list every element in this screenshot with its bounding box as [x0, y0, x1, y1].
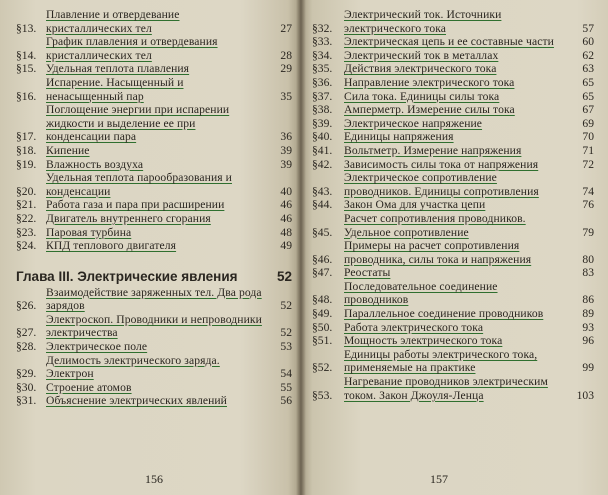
- toc-entry[interactable]: [16, 35, 292, 62]
- toc-entry[interactable]: [312, 239, 594, 266]
- section-page: 83: [582, 266, 594, 280]
- section-number: §13.: [16, 21, 37, 35]
- section-page: 40: [280, 184, 292, 198]
- section-number: §30.: [16, 380, 37, 394]
- toc-entry[interactable]: [16, 239, 292, 253]
- section-number: §44.: [312, 198, 333, 212]
- toc-entry[interactable]: [312, 49, 594, 63]
- toc-entry[interactable]: [16, 226, 292, 240]
- section-page: 62: [582, 48, 594, 62]
- section-page: 70: [582, 130, 594, 144]
- toc-entry[interactable]: [312, 158, 594, 172]
- section-number: §29.: [16, 367, 37, 381]
- section-title: Работа газа и пара при расширении: [46, 198, 225, 212]
- section-number: §49.: [312, 307, 333, 321]
- toc-entry[interactable]: [16, 62, 292, 76]
- section-page: 89: [582, 307, 594, 321]
- section-number: §21.: [16, 198, 37, 212]
- page-number-right: 157: [430, 472, 448, 486]
- toc-entry[interactable]: [312, 144, 594, 158]
- section-page: 35: [280, 89, 292, 103]
- toc-entry[interactable]: [312, 103, 594, 117]
- section-title: Электрическое напряжение: [344, 116, 483, 130]
- section-title: Электрический ток. Источники электрического тока: [344, 8, 502, 35]
- section-title: Объяснение электрических явлений: [46, 394, 227, 408]
- toc-entry[interactable]: [16, 76, 292, 103]
- section-page: 96: [582, 334, 594, 348]
- section-number: §45.: [312, 225, 333, 239]
- section-page: 52: [280, 299, 292, 313]
- section-number: §34.: [312, 48, 333, 62]
- toc-entry[interactable]: [312, 198, 594, 212]
- section-page: 54: [280, 367, 292, 381]
- section-title: Электрическая цепь и ее составные части: [344, 35, 554, 49]
- section-number: §22.: [16, 211, 37, 225]
- section-page: 80: [582, 252, 594, 266]
- section-title: Единицы работы электрического тока, применяемые на практике: [344, 347, 538, 375]
- toc-entry[interactable]: [16, 381, 292, 395]
- section-page: 79: [582, 225, 594, 239]
- toc-list-left-bottom: [16, 286, 292, 408]
- section-number: §47.: [312, 266, 333, 280]
- section-title: Примеры на расчет сопротивления проводника, силы тока и напряжения: [344, 239, 532, 266]
- toc-entry[interactable]: [312, 62, 594, 76]
- section-title: Расчет сопротивления проводников. Удельное сопротивление: [344, 211, 526, 239]
- toc-entry[interactable]: [312, 90, 594, 104]
- right-page: [300, 0, 608, 495]
- section-page: 39: [280, 143, 292, 157]
- toc-entry[interactable]: [312, 76, 594, 90]
- section-number: §35.: [312, 62, 333, 76]
- section-number: §24.: [16, 239, 37, 253]
- section-number: §31.: [16, 394, 37, 408]
- section-page: 65: [582, 89, 594, 103]
- toc-entry[interactable]: [16, 103, 292, 144]
- section-title: КПД теплового двигателя: [46, 239, 177, 253]
- section-title: Реостаты: [344, 266, 391, 280]
- section-page: 103: [576, 388, 594, 402]
- section-page: 67: [582, 103, 594, 117]
- section-title: График плавления и отвердевания кристаллических тел: [46, 35, 218, 62]
- section-title: Испарение. Насыщенный и ненасыщенный пар: [46, 75, 184, 103]
- section-number: §52.: [312, 361, 333, 375]
- section-page: 36: [280, 130, 292, 144]
- section-page: 46: [280, 211, 292, 225]
- section-page: 55: [280, 380, 292, 394]
- section-page: 69: [582, 116, 594, 130]
- section-title: Мощность электрического тока: [344, 334, 503, 348]
- section-title: Направление электрического тока: [344, 75, 515, 89]
- chapter-title: Глава III. Электрические явления: [16, 268, 238, 284]
- section-number: §18.: [16, 143, 37, 157]
- section-number: §28.: [16, 340, 37, 354]
- section-page: 27: [280, 21, 292, 35]
- section-title: Электроскоп. Проводники и непроводники электричества: [46, 312, 262, 340]
- toc-list-left-top: [16, 8, 292, 253]
- toc-entry[interactable]: [16, 171, 292, 198]
- section-number: §14.: [16, 48, 37, 62]
- toc-entry[interactable]: [16, 313, 292, 340]
- toc-entry[interactable]: [312, 375, 594, 402]
- section-number: §53.: [312, 388, 333, 402]
- section-number: §27.: [16, 326, 37, 340]
- section-number: §48.: [312, 293, 333, 307]
- toc-entry[interactable]: [312, 321, 594, 335]
- section-title: Взаимодействие заряженных тел. Два рода зарядов: [46, 285, 262, 313]
- section-number: §50.: [312, 320, 333, 334]
- toc-entry[interactable]: [16, 144, 292, 158]
- section-page: 52: [280, 326, 292, 340]
- toc-entry[interactable]: [16, 198, 292, 212]
- chapter-heading[interactable]: [16, 269, 292, 284]
- toc-entry[interactable]: [312, 348, 594, 375]
- section-title: Делимость электрического заряда. Электрон: [46, 353, 220, 381]
- section-page: 56: [280, 394, 292, 408]
- section-title: Нагревание проводников электрическим током. Закон Джоуля-Ленца: [344, 375, 548, 402]
- section-title: Влажность воздуха: [46, 157, 144, 171]
- toc-entry[interactable]: [312, 8, 594, 35]
- toc-entry[interactable]: [312, 280, 594, 307]
- section-page: 28: [280, 48, 292, 62]
- section-page: 76: [582, 198, 594, 212]
- section-title: Удельная теплота плавления: [46, 62, 190, 76]
- section-number: §20.: [16, 184, 37, 198]
- section-number: §42.: [312, 157, 333, 171]
- section-title: Последовательное соединение проводников: [344, 279, 498, 307]
- section-page: 46: [280, 198, 292, 212]
- section-number: §32.: [312, 21, 333, 35]
- toc-entry[interactable]: [16, 158, 292, 172]
- section-title: Кипение: [46, 143, 90, 157]
- section-page: 49: [280, 239, 292, 253]
- section-number: §40.: [312, 130, 333, 144]
- section-title: Поглощение энергии при испарении жидкости и выделение ее при конденсации пара: [46, 103, 230, 144]
- left-page: [0, 0, 300, 495]
- section-page: 71: [582, 143, 594, 157]
- section-page: 63: [582, 62, 594, 76]
- section-title: Зависимость силы тока от напряжения: [344, 157, 539, 171]
- toc-list-right: [312, 8, 594, 402]
- section-number: §15.: [16, 62, 37, 76]
- section-number: §41.: [312, 143, 333, 157]
- toc-entry[interactable]: [312, 212, 594, 239]
- section-number: §26.: [16, 299, 37, 313]
- section-page: 93: [582, 320, 594, 334]
- toc-entry[interactable]: [16, 8, 292, 35]
- toc-entry[interactable]: [312, 307, 594, 321]
- section-title: Двигатель внутреннего сгорания: [46, 211, 211, 225]
- section-page: 29: [280, 62, 292, 76]
- toc-entry[interactable]: [16, 394, 292, 408]
- section-number: §43.: [312, 184, 333, 198]
- section-number: §46.: [312, 252, 333, 266]
- section-title: Сила тока. Единицы силы тока: [344, 89, 500, 103]
- section-number: §36.: [312, 75, 333, 89]
- toc-entry[interactable]: [16, 286, 292, 313]
- section-page: 86: [582, 293, 594, 307]
- section-page: 57: [582, 21, 594, 35]
- section-number: §17.: [16, 130, 37, 144]
- toc-entry[interactable]: [312, 171, 594, 198]
- section-title: Строение атомов: [46, 380, 132, 394]
- toc-entry[interactable]: [312, 130, 594, 144]
- toc-entry[interactable]: [312, 334, 594, 348]
- section-number: §33.: [312, 35, 333, 49]
- section-title: Плавление и отвердевание кристаллических тел: [46, 8, 180, 35]
- page-number-left: 156: [145, 472, 163, 486]
- section-title: Вольтметр. Измерение напряжения: [344, 143, 522, 157]
- toc-entry[interactable]: [312, 117, 594, 131]
- section-page: 99: [582, 361, 594, 375]
- section-title: Электрический ток в металлах: [344, 48, 499, 62]
- section-page: 53: [280, 340, 292, 354]
- section-title: Амперметр. Измерение силы тока: [344, 103, 515, 117]
- section-number: §38.: [312, 103, 333, 117]
- section-number: §23.: [16, 225, 37, 239]
- section-title: Действия электрического тока: [344, 62, 497, 76]
- section-number: §39.: [312, 116, 333, 130]
- toc-entry[interactable]: [16, 212, 292, 226]
- section-title: Электрическое поле: [46, 340, 148, 354]
- section-number: §19.: [16, 157, 37, 171]
- section-number: §51.: [312, 334, 333, 348]
- chapter-page: 52: [276, 268, 292, 284]
- section-title: Закон Ома для участка цепи: [344, 198, 486, 212]
- section-page: 39: [280, 157, 292, 171]
- section-title: Паровая турбина: [46, 225, 132, 239]
- section-title: Работа электрического тока: [344, 320, 484, 334]
- toc-entry[interactable]: [16, 354, 292, 381]
- section-title: Удельная теплота парообразования и конденсации: [46, 171, 232, 198]
- section-page: 74: [582, 184, 594, 198]
- toc-entry[interactable]: [312, 266, 594, 280]
- section-number: §37.: [312, 89, 333, 103]
- section-page: 60: [582, 35, 594, 49]
- section-title: Электрическое сопротивление проводников. Единицы сопротивления: [344, 171, 539, 198]
- toc-entry[interactable]: [312, 35, 594, 49]
- section-number: §16.: [16, 89, 37, 103]
- section-page: 65: [582, 75, 594, 89]
- section-page: 72: [582, 157, 594, 171]
- section-title: Единицы напряжения: [344, 130, 454, 144]
- section-title: Параллельное соединение проводников: [344, 307, 544, 321]
- toc-entry[interactable]: [16, 340, 292, 354]
- section-page: 48: [280, 225, 292, 239]
